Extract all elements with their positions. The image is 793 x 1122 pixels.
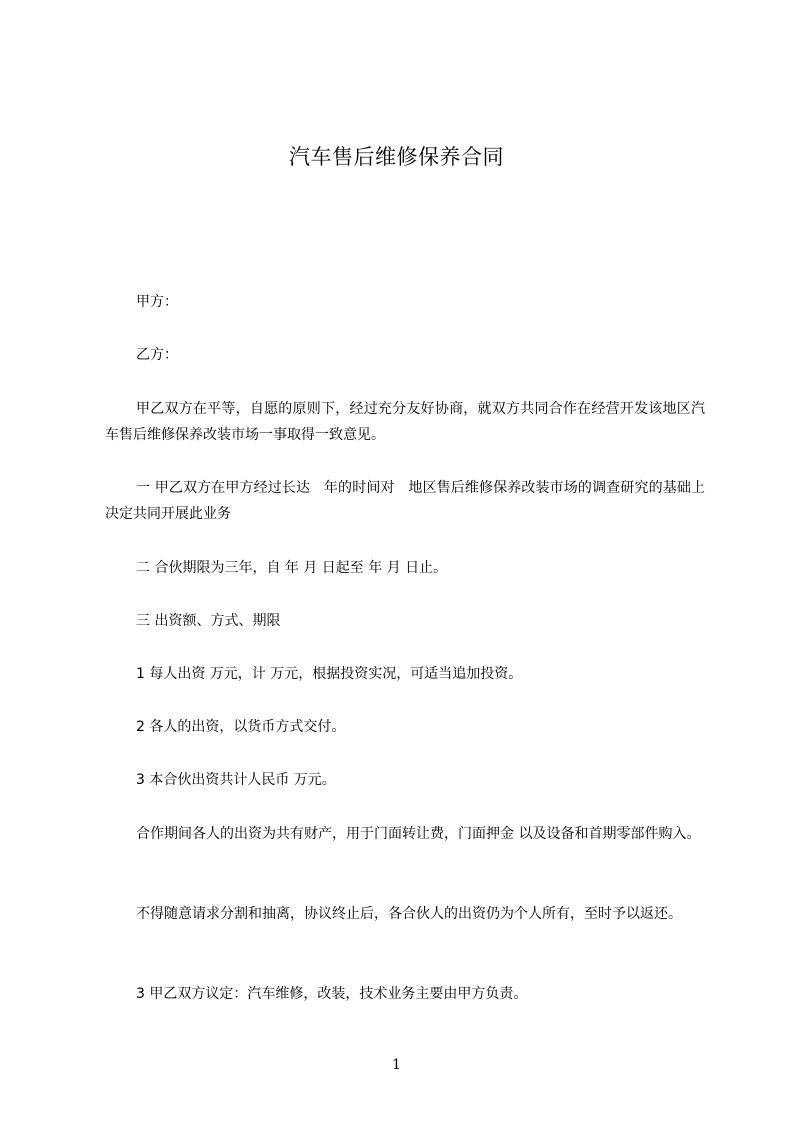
party-a-line: 甲方：	[136, 294, 178, 310]
clause-three-item-1: 1 每人出资 万元，计 万元，根据投资实况，可适当追加投资。	[136, 666, 523, 682]
clause-two: 二 合伙期限为三年，自 年 月 日起至 年 月 日止。	[136, 560, 448, 576]
clause-three-heading: 三 出资额、方式、期限	[136, 613, 281, 629]
clause-three-item-3: 3 本合伙出资共计人民币 万元。	[136, 772, 336, 788]
party-b-line: 乙方：	[136, 347, 178, 363]
page-number: 1	[392, 1057, 401, 1073]
clause-three-item-2: 2 各人的出资，以货币方式交付。	[136, 719, 346, 735]
document-title: 汽车售后维修保养合同	[289, 145, 504, 169]
clause-one: 一 甲乙双方在甲方经过长达 年的时间对 地区售后维修保养改装市场的调查研究的基础上决定共同开展此业务	[105, 480, 705, 522]
capital-return-paragraph: 不得随意请求分割和抽离，协议终止后，各合伙人的出资仍为个人所有，至时予以返还。	[136, 906, 682, 922]
capital-usage-paragraph: 合作期间各人的出资为共有财产，用于门面转让费，门面押金 以及设备和首期零部件购入。	[136, 826, 701, 842]
intro-paragraph: 甲乙双方在平等，自愿的原则下，经过充分友好协商，就双方共同合作在经营开发该地区汽车售后维修保养改装市场一事取得一致意见。	[105, 401, 705, 443]
responsibility-paragraph: 3 甲乙双方议定：汽车维修，改装，技术业务主要由甲方负责。	[136, 986, 528, 1002]
